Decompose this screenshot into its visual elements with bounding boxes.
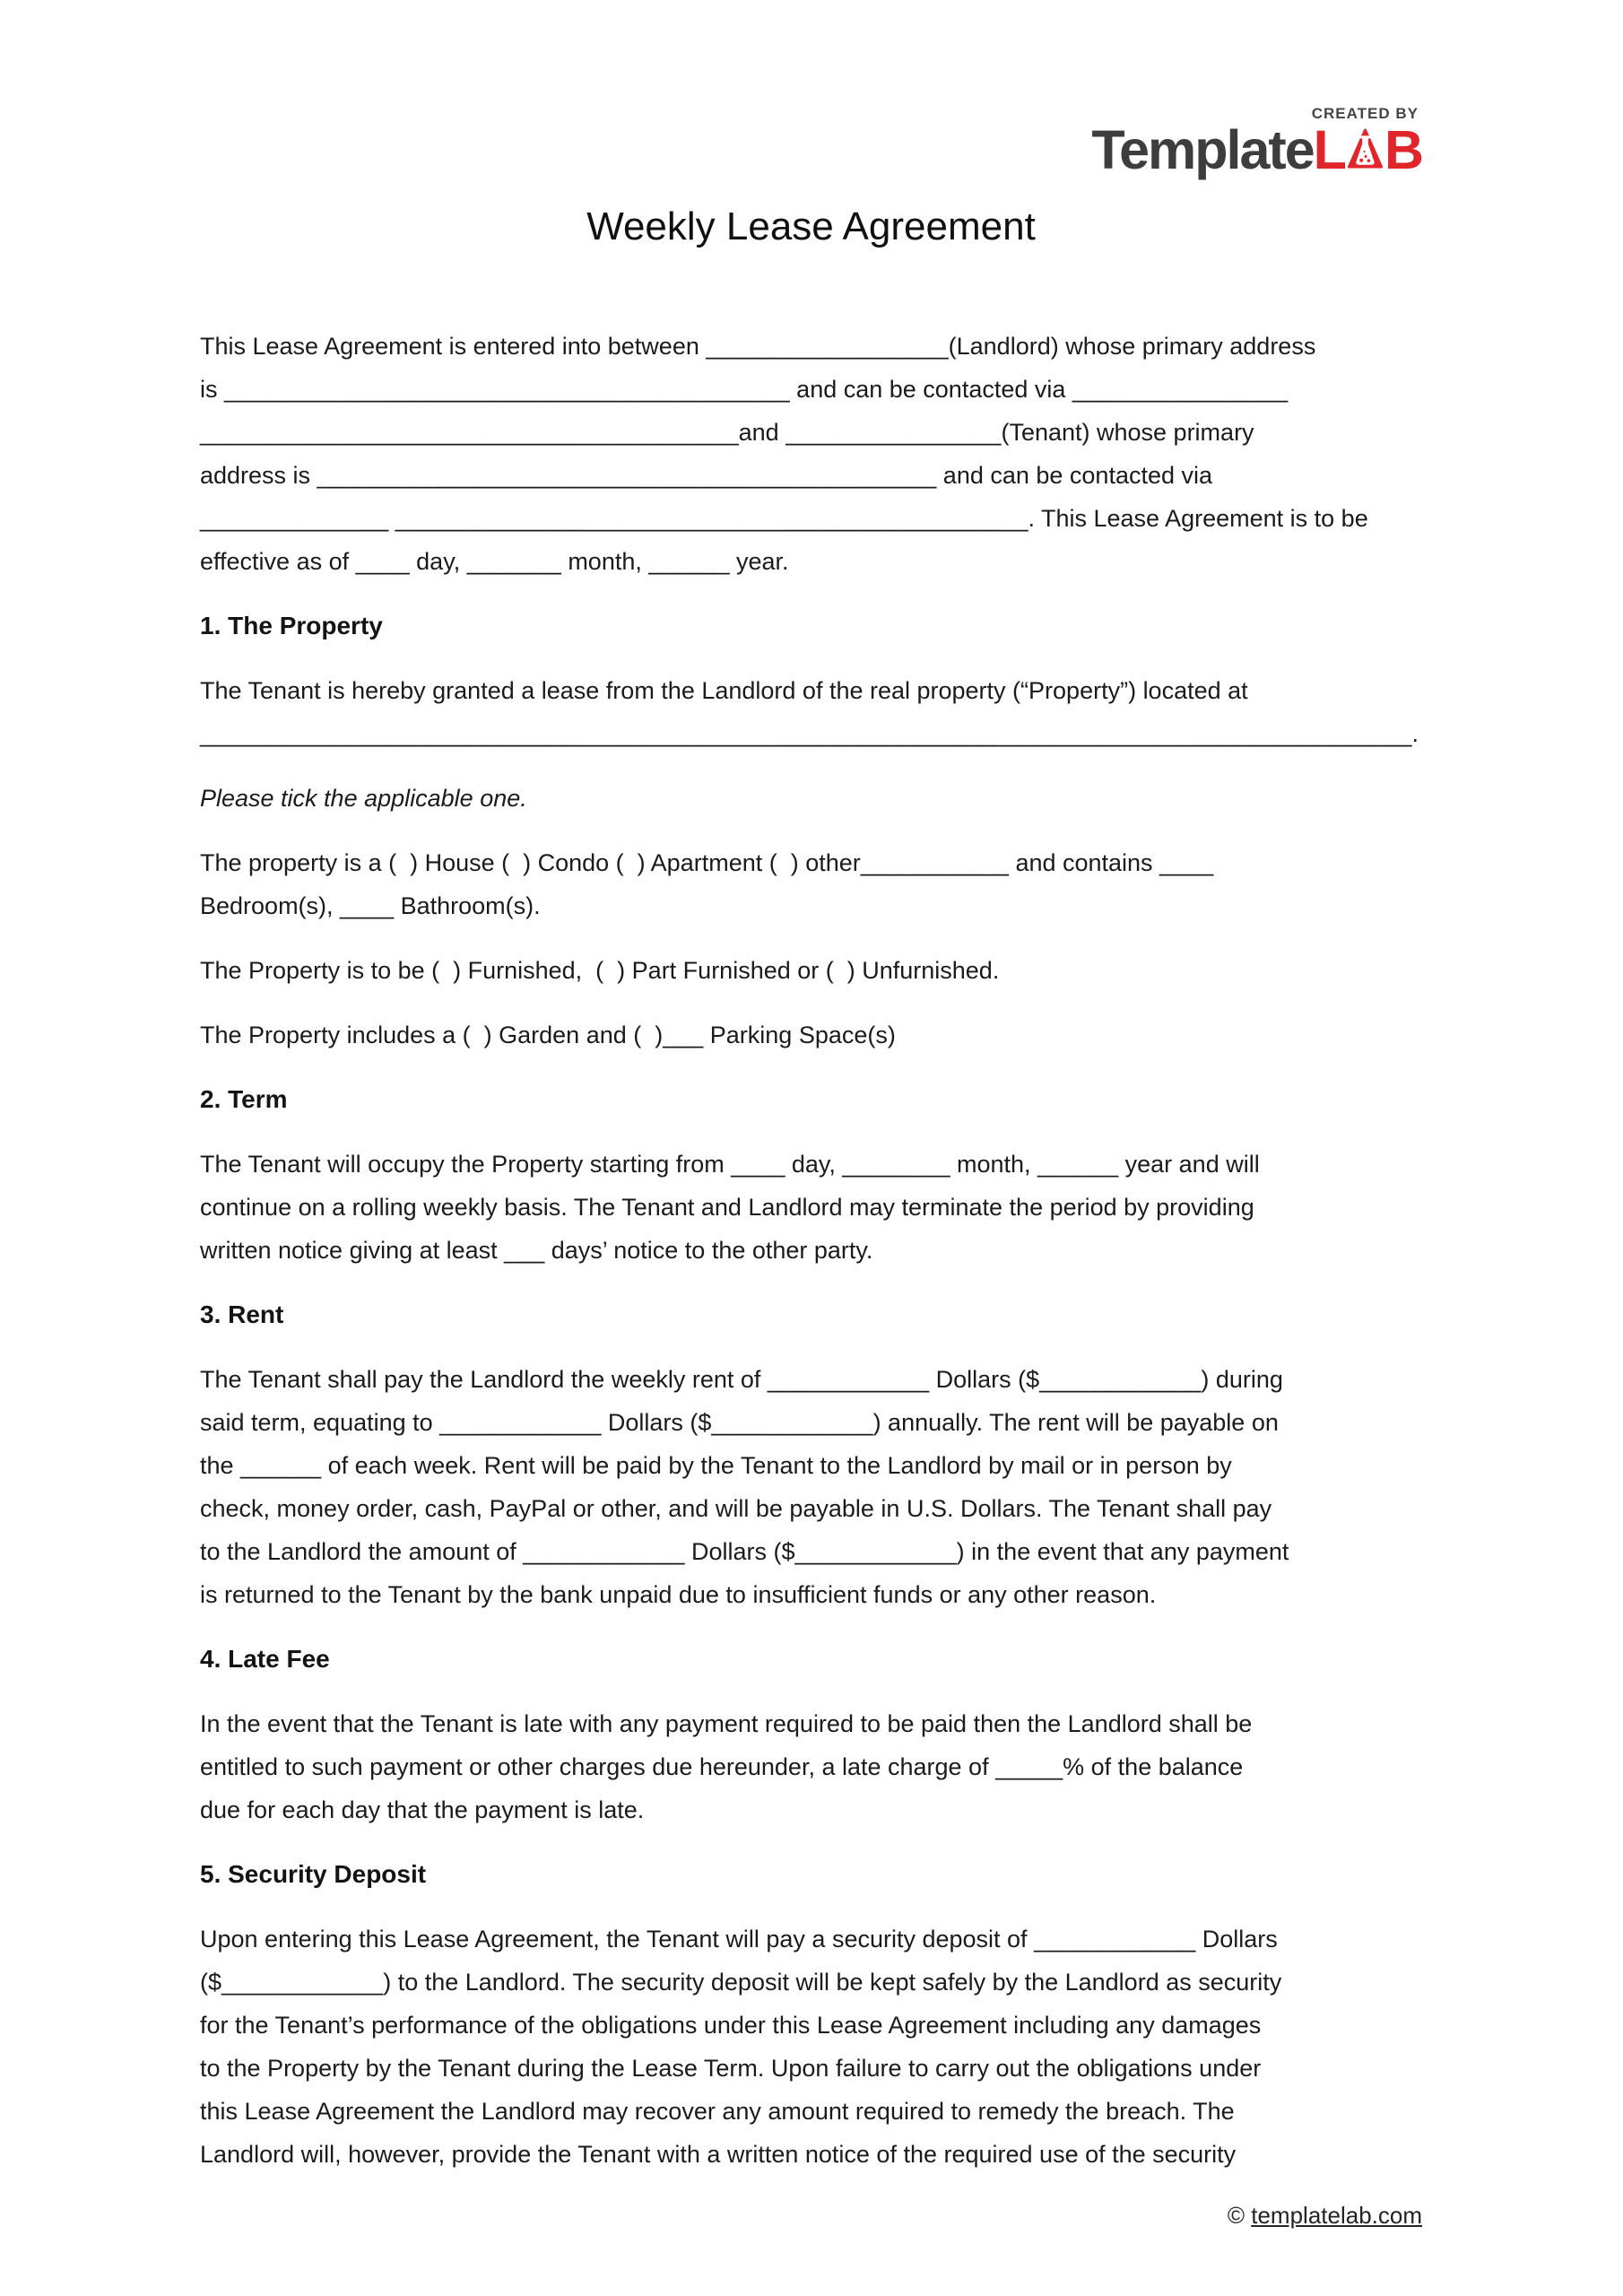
paragraph-property-location (200, 669, 1422, 755)
brand-template-text: Template (1091, 119, 1314, 180)
text-line: the ______ of each week. Rent will be paid by the Tenant to the Landlord by mail or in person by (200, 1452, 1232, 1479)
brand-wordmark (1091, 119, 1422, 180)
paragraph-rent (200, 1358, 1422, 1616)
page-title: Weekly Lease Agreement (586, 204, 1036, 248)
section-heading-rent: 3. Rent (200, 1300, 284, 1328)
brand-letter-b: B (1384, 119, 1422, 180)
text-line: entitled to such payment or other charges due hereunder, a late charge of _____% of the balance (200, 1753, 1244, 1780)
paragraph-property-type (200, 841, 1422, 927)
text-line: this Lease Agreement the Landlord may recover any amount required to remedy the breach. The (200, 2098, 1235, 2125)
text-line: The Tenant is hereby granted a lease from the Landlord of the real property (“Property”) located at (200, 677, 1248, 704)
footer-link[interactable]: templatelab.com (1251, 2202, 1422, 2229)
intro-paragraph (200, 325, 1422, 583)
text-line: to the Property by the Tenant during the Lease Term. Upon failure to carry out the obligations under (200, 2055, 1262, 2082)
section-heading-property: 1. The Property (200, 612, 383, 639)
text-line: ______________ _______________________________________________. This Lease Agreement is to be (200, 505, 1368, 532)
text-line: check, money order, cash, PayPal or other, and will be payable in U.S. Dollars. The Tenant shall pay (200, 1495, 1272, 1522)
text-line: The Property includes a ( ) Garden and ( )___ Parking Space(s) (200, 1022, 896, 1048)
paragraph-garden-parking (200, 1013, 1422, 1057)
text-line: ($____________) to the Landlord. The security deposit will be kept safely by the Landlord as security (200, 1969, 1282, 1996)
text-line: This Lease Agreement is entered into between __________________(Landlord) whose primary address (200, 333, 1316, 360)
section-heading-term: 2. Term (200, 1085, 288, 1113)
templatelab-logo (200, 106, 1422, 178)
text-line: The Tenant shall pay the Landlord the weekly rent of ____________ Dollars ($____________) during (200, 1366, 1283, 1393)
paragraph-furnishing (200, 949, 1422, 992)
text-line: Bedroom(s), ____ Bathroom(s). (200, 892, 541, 919)
text-line: written notice giving at least ___ days’ notice to the other party. (200, 1237, 873, 1264)
paragraph-security-deposit (200, 1918, 1422, 2176)
text-line: The Property is to be ( ) Furnished, ( ) Part Furnished or ( ) Unfurnished. (200, 957, 1000, 984)
text-line: Upon entering this Lease Agreement, the Tenant will pay a security deposit of ____________ Dollars (200, 1926, 1278, 1952)
text-line: is __________________________________________ and can be contacted via ________________ (200, 376, 1289, 403)
text-line: ________________________________________and ________________(Tenant) whose primary (200, 419, 1254, 446)
paragraph-late-fee (200, 1702, 1422, 1831)
text-line: In the event that the Tenant is late with any payment required to be paid then the Landlord shall be (200, 1710, 1253, 1737)
footer (200, 2197, 1422, 2233)
text-line: address is ______________________________________________ and can be contacted via (200, 462, 1213, 489)
paragraph-tick-instruction (200, 777, 1422, 820)
text-line: for the Tenant’s performance of the obligations under this Lease Agreement including any damages (200, 2012, 1262, 2039)
text-line: Please tick the applicable one. (200, 785, 527, 812)
text-line: effective as of ____ day, _______ month, ______ year. (200, 548, 789, 575)
text-line: is returned to the Tenant by the bank unpaid due to insufficient funds or any other reason. (200, 1581, 1157, 1608)
copyright-symbol: © (1227, 2202, 1252, 2229)
section-heading-late-fee: 4. Late Fee (200, 1645, 330, 1673)
brand-letter-l: L (1313, 119, 1345, 180)
created-by-label: CREATED BY (1311, 105, 1419, 122)
text-line: to the Landlord the amount of ____________ Dollars ($____________) in the event that any payment (200, 1538, 1289, 1565)
flask-a-icon (1345, 123, 1384, 178)
text-line: due for each day that the payment is late. (200, 1796, 645, 1823)
text-line: The property is a ( ) House ( ) Condo ( ) Apartment ( ) other___________ and contains ____ (200, 849, 1214, 876)
paragraph-term (200, 1143, 1422, 1272)
text-line: __________________________________________________________________________________________. (200, 720, 1419, 747)
section-heading-security-deposit: 5. Security Deposit (200, 1860, 427, 1888)
text-line: The Tenant will occupy the Property starting from ____ day, ________ month, ______ year and will (200, 1151, 1260, 1178)
brand-lab-text (1314, 119, 1422, 180)
text-line: continue on a rolling weekly basis. The Tenant and Landlord may terminate the period by providing (200, 1194, 1254, 1221)
text-line: said term, equating to ____________ Dollars ($____________) annually. The rent will be payable on (200, 1409, 1279, 1436)
text-line: Landlord will, however, provide the Tenant with a written notice of the required use of the security (200, 2141, 1237, 2168)
